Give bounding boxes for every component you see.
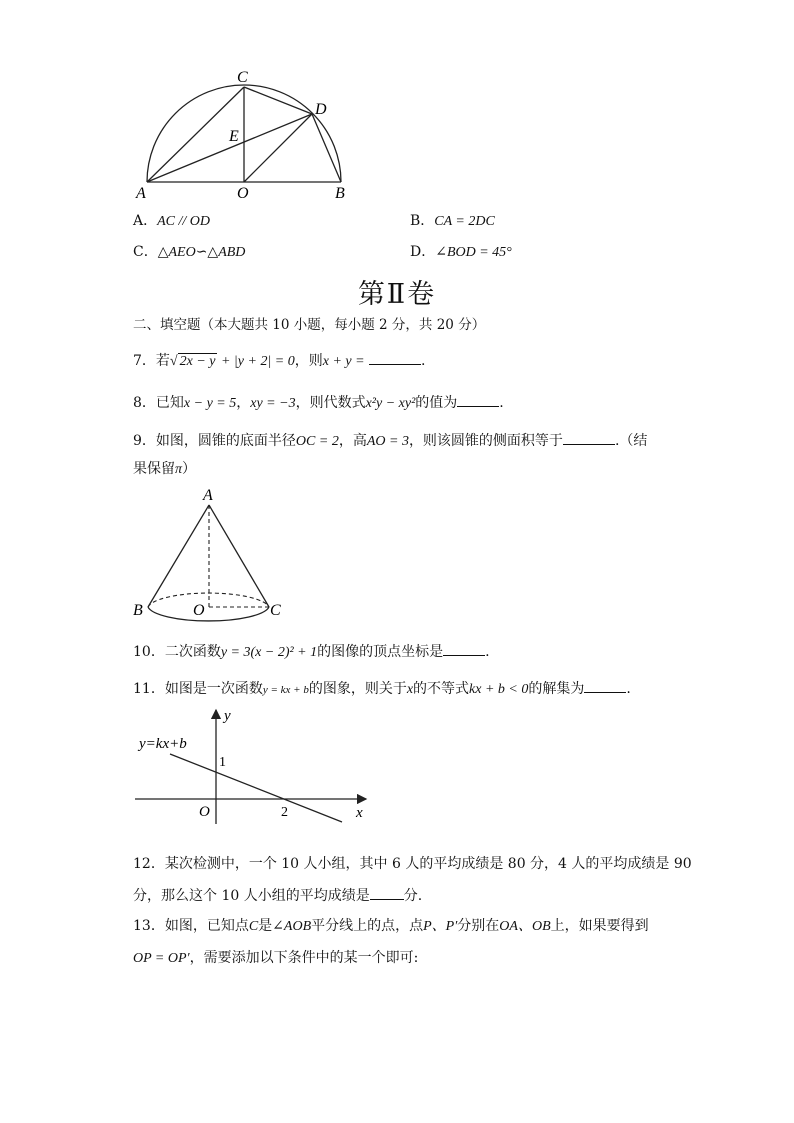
question-11: 11．如图是一次函数y = kx + b的图象，则关于x的不等式kx + b < 0的解集为 . [133,678,631,700]
question-9-line1: 9．如图，圆锥的底面半径OC = 2，高AO = 3，则该圆锥的侧面积等于 .（结 [133,430,647,452]
option-b: B．CA = 2DC [410,213,495,229]
question-13-line2: OP = OP′，需要添加以下条件中的某一个即可: [133,950,419,966]
linear-graph-figure [130,704,380,829]
graph-x-axis-label: x [356,805,363,821]
graph-line-label: y=kx+b [139,736,187,752]
label-b: B [335,185,345,202]
graph-origin-label: O [199,804,210,820]
cone-figure [130,485,290,630]
cone-label-b: B [133,602,143,619]
question-9-line2: 果保留π） [133,461,197,477]
label-c: C [237,69,248,86]
question-7: 7．若√ 2x − y + |y + 2| = 0，则x + y = . [133,350,425,372]
section-heading: 第Ⅱ卷 [357,279,437,310]
cone-label-c: C [270,602,281,619]
label-e: E [229,128,239,145]
question-12-line2: 分，那么这个 10 人小组的平均成绩是 分. [133,885,422,906]
question-10: 10．二次函数y = 3(x − 2)² + 1的图像的顶点坐标是 . [133,641,490,663]
option-a: A．AC // OD [133,213,211,229]
option-d: D．∠BOD = 45° [410,244,512,260]
option-c: C．△AEO∽△ABD [133,244,246,260]
part2-header: 二、填空题（本大题共 10 小题，每小题 2 分，共 20 分） [133,317,486,333]
question-13-line1: 13．如图，已知点C是∠AOB平分线上的点，点P、P′分别在OA、OB上，如果要得到 [133,918,649,934]
cone-label-o: O [193,602,205,619]
label-a: A [136,185,146,202]
graph-y-axis-label: y [224,708,231,724]
cone-label-a: A [203,487,213,504]
graph-y-intercept: 1 [219,755,226,770]
graph-x-intercept: 2 [281,805,288,820]
question-12-line1: 12．某次检测中，一个 10 人小组，其中 6 人的平均成绩是 80 分，4 人的平均成绩是 90 [133,856,692,872]
semicircle-figure [130,66,360,204]
question-8: 8．已知x − y = 5，xy = −3，则代数式x²y − xy²的值为 . [133,392,504,414]
label-o: O [237,185,249,202]
label-d: D [315,101,327,118]
